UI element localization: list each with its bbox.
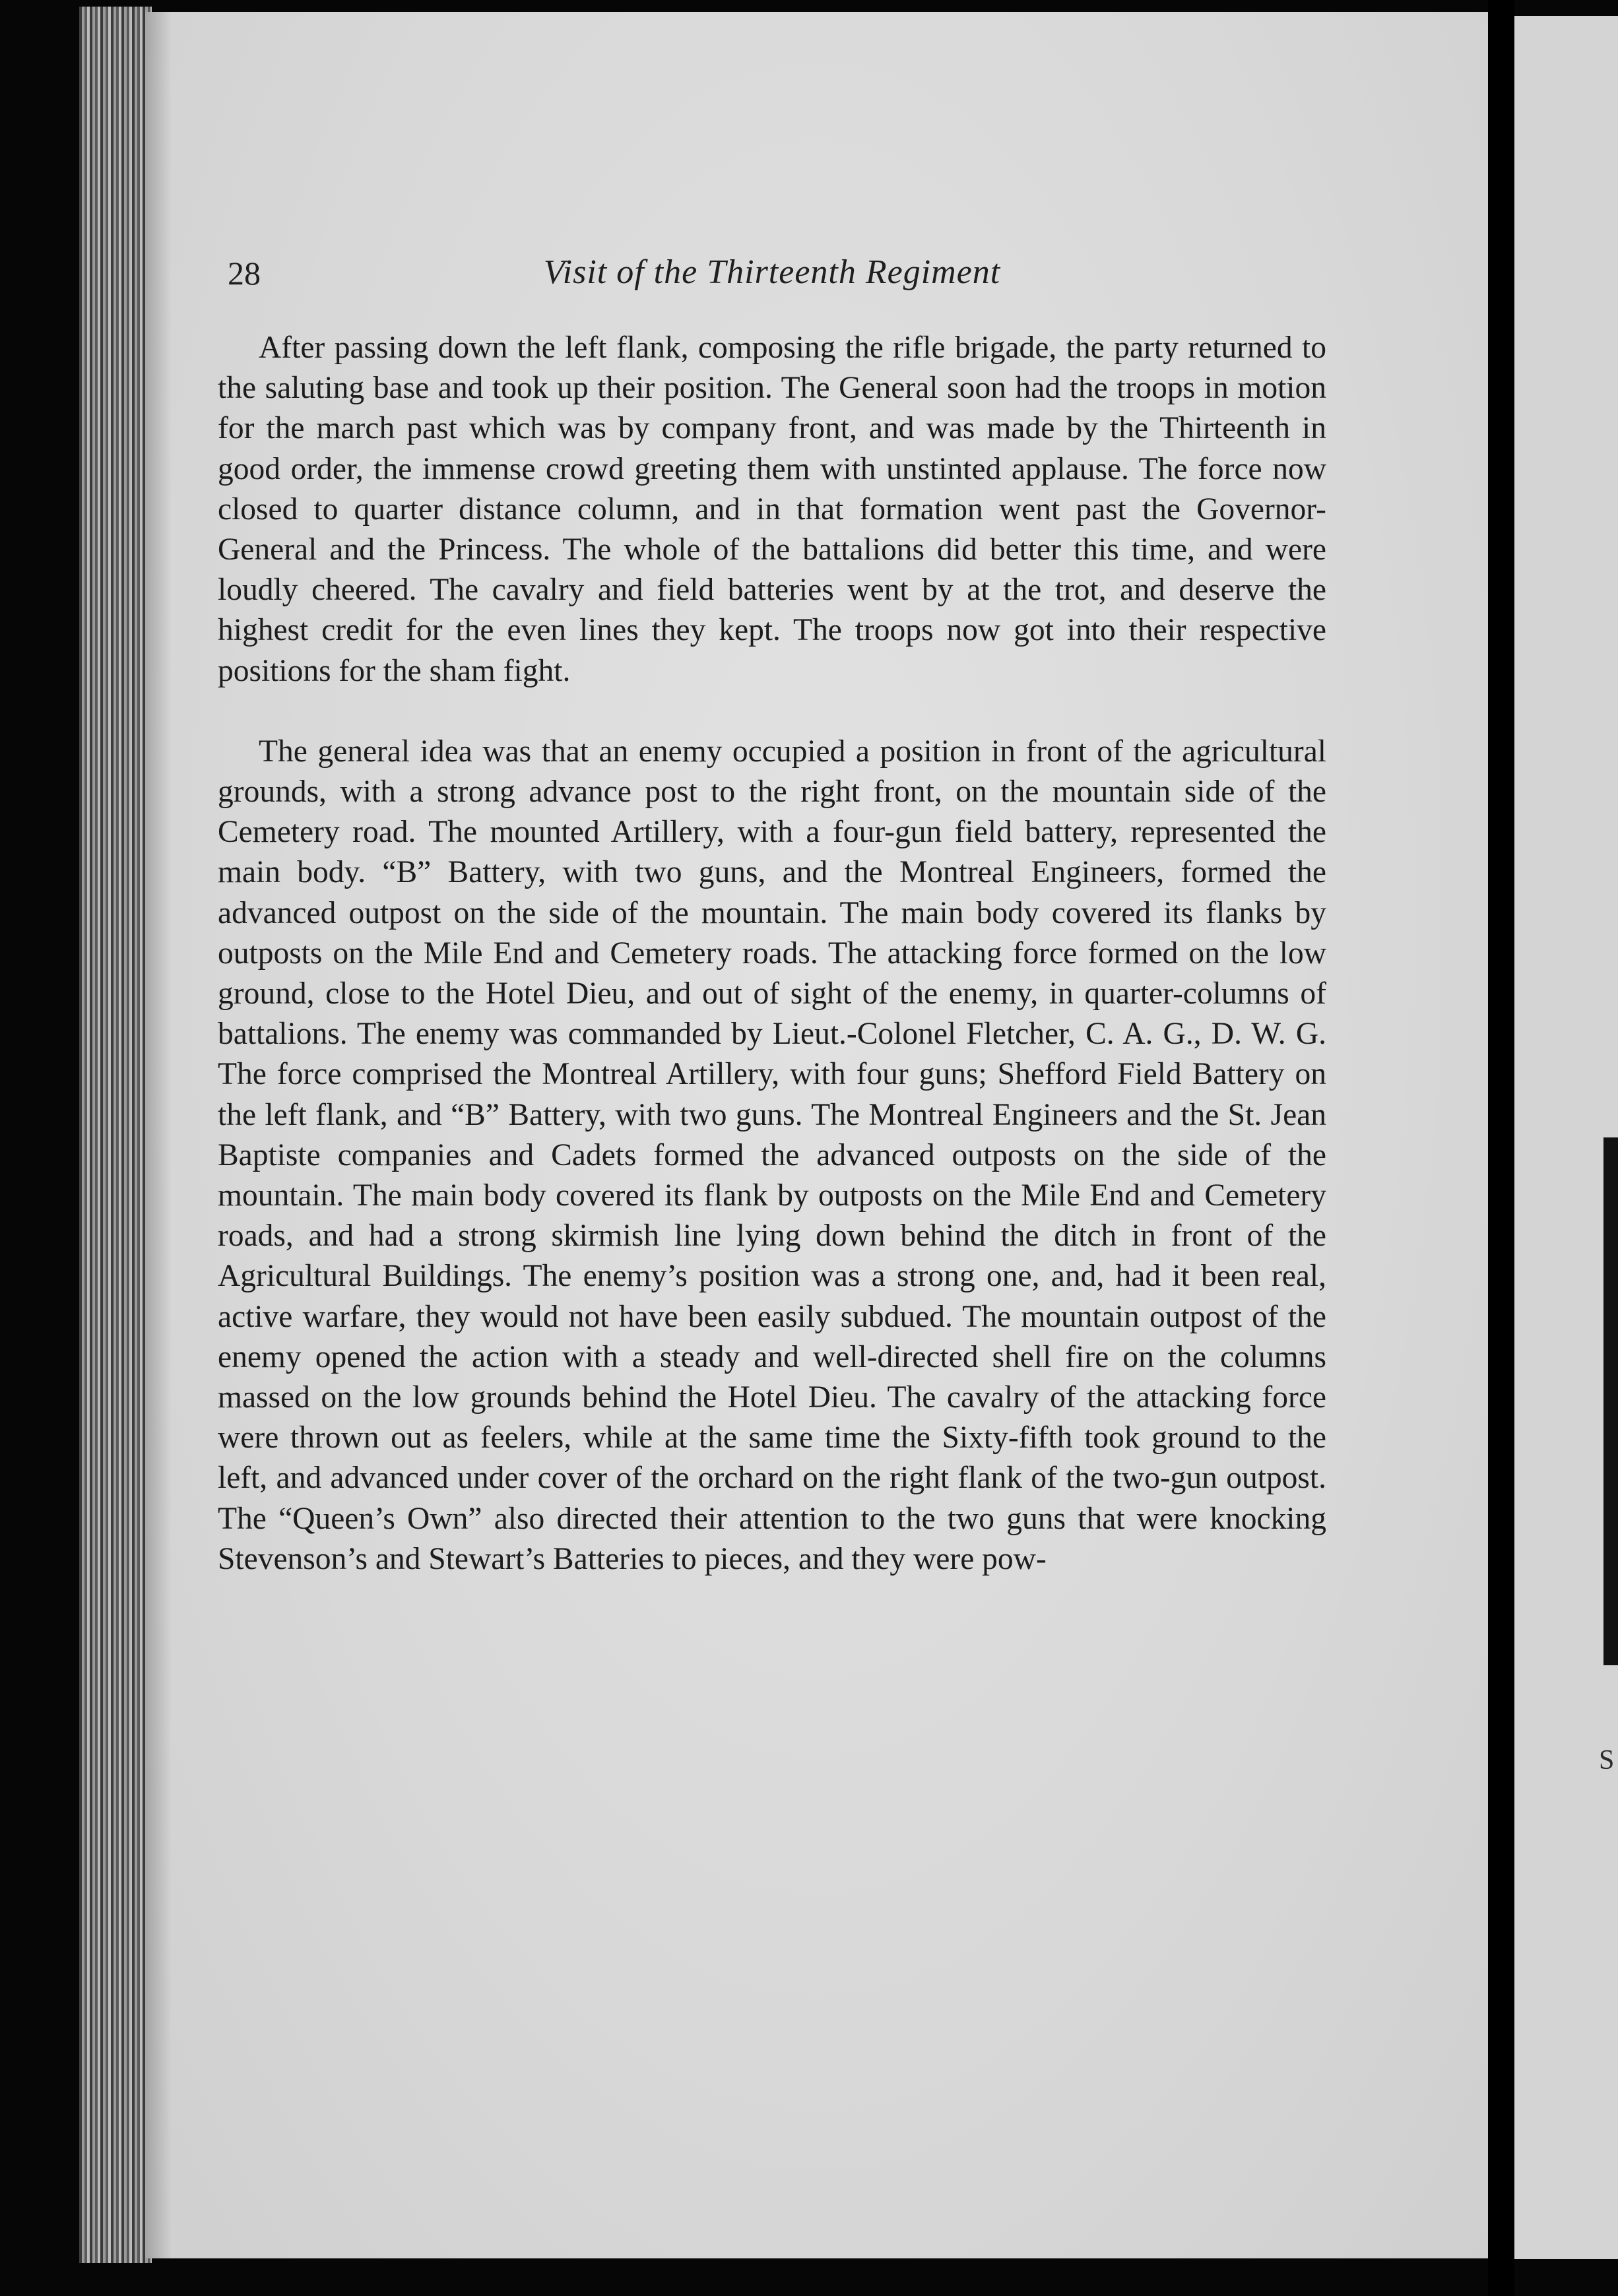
running-head: Visit of the Thirteenth Regiment	[543, 253, 1001, 291]
body-text	[218, 328, 1326, 1579]
adjacent-page-fragment: S	[1599, 1745, 1615, 1775]
adjacent-page-edge	[1603, 1137, 1618, 1665]
page-header	[228, 254, 1316, 300]
adjacent-page	[1514, 16, 1618, 2259]
spine-shadow	[145, 12, 172, 2258]
book-page-edges	[79, 7, 152, 2263]
paragraph: The general idea was that an enemy occupied a position in front of the agricultural grounds, with a strong advance post to the right front, on the mountain side of the Cemetery road. The mounted Artillery, with a four-gun field battery, represented the main body. “B” Battery, with two guns, and the Montreal Engineers, formed the advanced outpost on the side of the mountain. The main body covered its flanks by outposts on the Mile End and Cemetery roads. The attacking force formed on the low ground, close to the Hotel Dieu, and out of sight of the enemy, in quarter-columns of battalions. The enemy was commanded by Lieut.-Colonel Fletcher, C. A. G., D. W. G. The force comprised the Montreal Artillery, with four guns; Shefford Field Battery on the left flank, and “B” Battery, with two guns. The Montreal Engineers and the St. Jean Baptiste companies and Cadets formed the advanced outposts on the side of the mountain. The main body covered its flank by outposts on the Mile End and Cemetery roads, and had a strong skirmish line lying down behind the ditch in front of the Agricultural Buildings. The enemy’s position was a strong one, and, had it been real, active warfare, they would not have been easily subdued. The mountain outpost of the enemy opened the action with a steady and well-directed shell fire on the columns massed on the low grounds behind the Hotel Dieu. The cavalry of the attacking force were thrown out as feelers, while at the same time the Sixty-fifth took ground to the left, and advanced under cover of the orchard on the right flank of the two-gun outpost. The “Queen’s Own” also directed their attention to the two guns that were knocking Stevenson’s and Stewart’s Batteries to pieces, and they were pow-	[218, 734, 1326, 1576]
paragraph: After passing down the left flank, composing the rifle brigade, the party returned to the saluting base and took up their position. The General soon had the troops in motion for the march past which was by company front, and was made by the Thirteenth in good order, the immense crowd greeting them with unstinted applause. The force now closed to quarter distance column, and in that formation went past the Governor-General and the Princess. The whole of the battalions did better this time, and were loudly cheered. The cavalry and field batteries went by at the trot, and deserve the highest credit for the even lines they kept. The troops now got into their respective positions for the sham fight.	[218, 331, 1326, 688]
page-number: 28	[228, 255, 261, 292]
gutter-shadow	[1488, 0, 1514, 2296]
